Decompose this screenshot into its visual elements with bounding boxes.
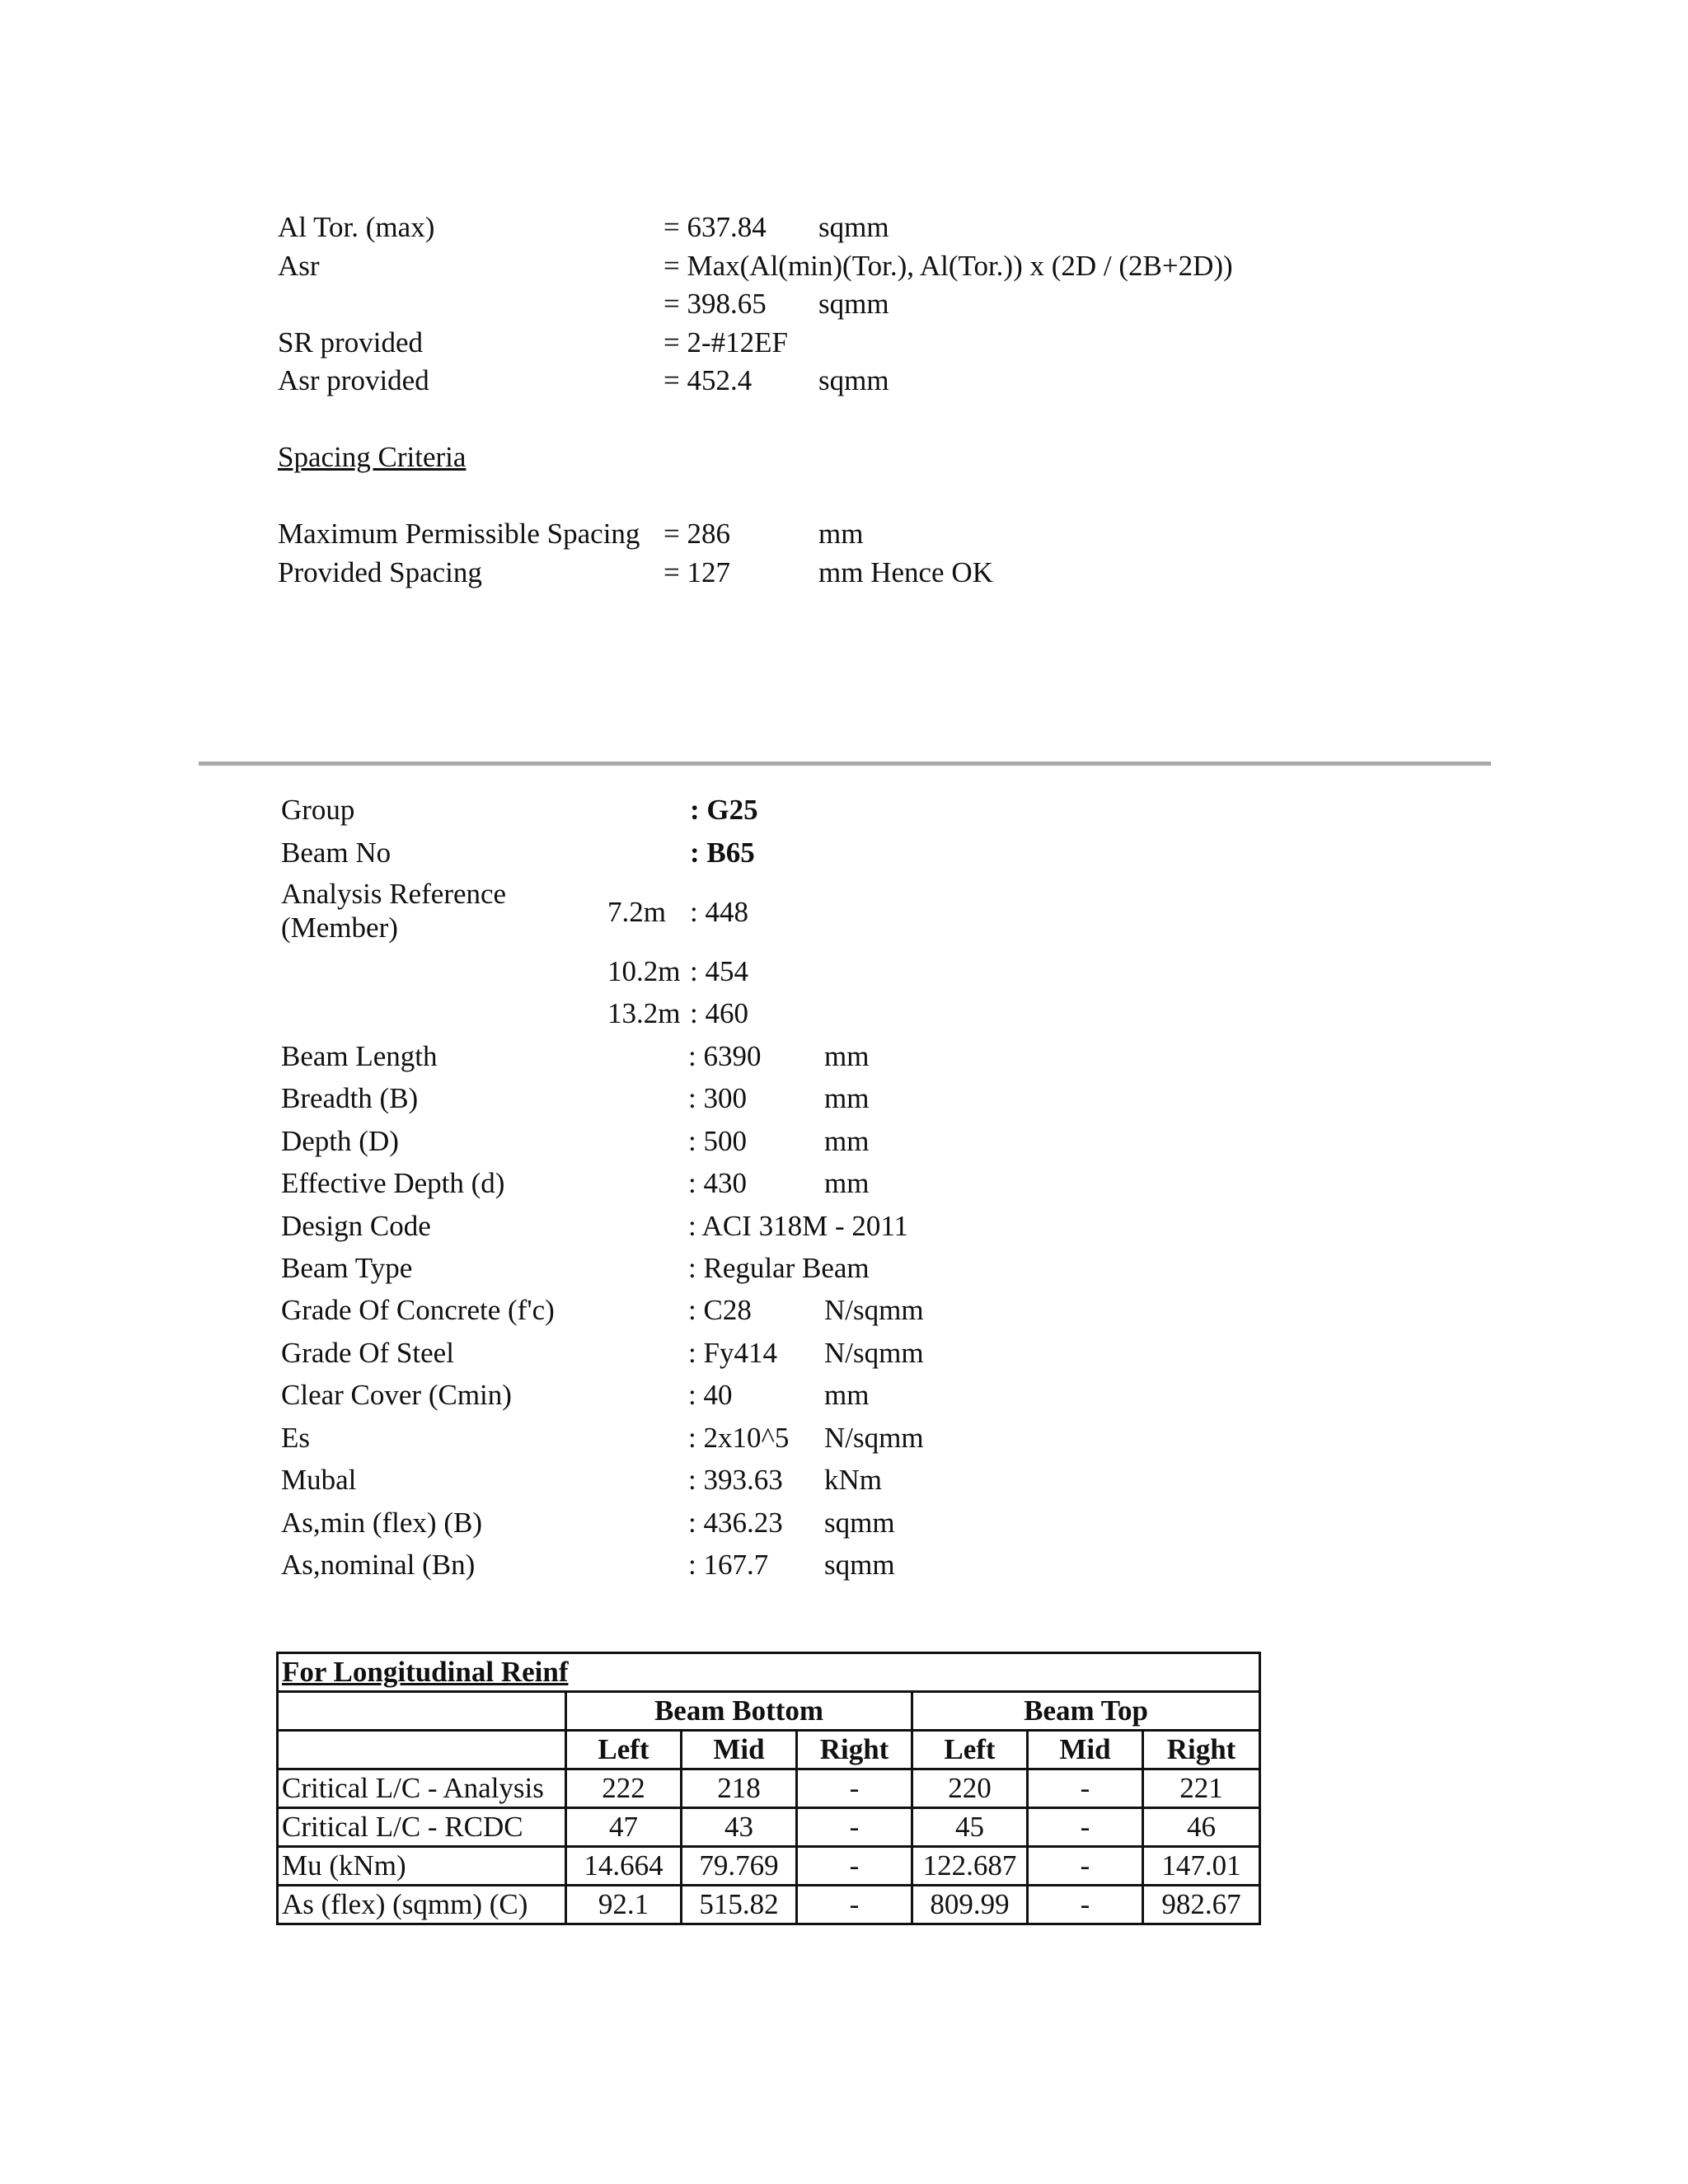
- sr-provided-label: SR provided: [278, 326, 423, 359]
- table-cell: 809.99: [912, 1886, 1028, 1924]
- max-spacing-unit: mm: [818, 518, 864, 550]
- asr-unit: sqmm: [818, 288, 889, 320]
- beam-no-value: : B65: [690, 837, 755, 869]
- table-cell: 45: [912, 1808, 1028, 1847]
- analysis-ref-value-1: : 448: [690, 896, 748, 928]
- prop-label: Design Code: [281, 1210, 431, 1242]
- prop-label: As,nominal (Bn): [281, 1549, 476, 1581]
- section-divider: [199, 762, 1491, 766]
- table-cell: 147.01: [1143, 1847, 1260, 1886]
- max-spacing-label: Maximum Permissible Spacing: [278, 518, 640, 550]
- al-tor-max-unit: sqmm: [818, 211, 889, 243]
- prop-unit: sqmm: [824, 1549, 895, 1581]
- prop-value: : Fy414: [688, 1337, 777, 1369]
- table-row: [278, 1808, 1260, 1847]
- table-row: [278, 1769, 1260, 1808]
- table-group-header-row: [278, 1692, 1260, 1731]
- beam-no-label: Beam No: [281, 837, 392, 869]
- table-row: [278, 1886, 1260, 1924]
- analysis-ref-label-2: (Member): [281, 912, 398, 944]
- prop-unit: mm: [824, 1167, 870, 1199]
- analysis-ref-label-1: Analysis Reference: [281, 878, 507, 910]
- prop-value: : 40: [688, 1379, 733, 1411]
- table-cell: 79.769: [682, 1847, 797, 1886]
- analysis-ref-level-1: 7.2m: [607, 896, 666, 928]
- prop-unit: N/sqmm: [824, 1294, 924, 1326]
- prop-label: Grade Of Steel: [281, 1337, 454, 1369]
- table-title: For Longitudinal Reinf: [278, 1653, 1260, 1692]
- prop-label: Es: [281, 1422, 310, 1454]
- table-cell: 982.67: [1143, 1886, 1260, 1924]
- table-cell: 92.1: [566, 1886, 682, 1924]
- prop-label: As,min (flex) (B): [281, 1507, 482, 1539]
- table-cell: 122.687: [912, 1847, 1028, 1886]
- prop-value: : 300: [688, 1082, 747, 1114]
- max-spacing-value: = 286: [663, 518, 730, 550]
- prop-value: : 6390: [688, 1040, 762, 1072]
- column-header: Mid: [1028, 1731, 1143, 1769]
- prop-label: Breadth (B): [281, 1082, 419, 1114]
- prop-label: Clear Cover (Cmin): [281, 1379, 512, 1411]
- group-label: Group: [281, 794, 355, 826]
- row-label: Critical L/C - RCDC: [278, 1808, 566, 1847]
- asr-formula: = Max(Al(min)(Tor.), Al(Tor.)) x (2D / (2B+2D)): [663, 250, 1233, 282]
- prop-label: Depth (D): [281, 1125, 399, 1157]
- prop-unit: mm: [824, 1379, 870, 1411]
- asr-provided-unit: sqmm: [818, 364, 889, 396]
- prop-label: Effective Depth (d): [281, 1167, 505, 1199]
- asr-value: = 398.65: [663, 288, 767, 320]
- prop-value: : 2x10^5: [688, 1422, 790, 1454]
- row-label: As (flex) (sqmm) (C): [278, 1886, 566, 1924]
- table-cell: 47: [566, 1808, 682, 1847]
- column-header: Mid: [682, 1731, 797, 1769]
- table-cell: 222: [566, 1769, 682, 1808]
- row-label: Critical L/C - Analysis: [278, 1769, 566, 1808]
- table-corner-cell: [278, 1731, 566, 1769]
- prop-value: : Regular Beam: [688, 1252, 870, 1284]
- table-cell: -: [1028, 1847, 1143, 1886]
- prop-unit: N/sqmm: [824, 1422, 924, 1454]
- prop-value: : ACI 318M - 2011: [688, 1210, 909, 1242]
- table-cell: -: [797, 1886, 912, 1924]
- table-cell: -: [797, 1769, 912, 1808]
- prop-label: Mubal: [281, 1464, 357, 1496]
- analysis-ref-level-3: 13.2m: [607, 997, 681, 1029]
- analysis-ref-value-3: : 460: [690, 997, 748, 1029]
- table-corner-cell: [278, 1692, 566, 1731]
- table-cell: 43: [682, 1808, 797, 1847]
- table-cell: 46: [1143, 1808, 1260, 1847]
- sr-provided-value: = 2-#12EF: [663, 326, 788, 359]
- provided-spacing-value: = 127: [663, 556, 730, 588]
- group-value: : G25: [690, 794, 758, 826]
- beam-top-header: Beam Top: [912, 1692, 1260, 1731]
- table-cell: -: [1028, 1769, 1143, 1808]
- prop-unit: mm: [824, 1082, 870, 1114]
- table-cell: 14.664: [566, 1847, 682, 1886]
- prop-unit: mm: [824, 1040, 870, 1072]
- beam-bottom-header: Beam Bottom: [566, 1692, 912, 1731]
- asr-provided-value: = 452.4: [663, 364, 753, 396]
- table-title-row: [278, 1653, 1260, 1692]
- prop-value: : 393.63: [688, 1464, 783, 1496]
- column-header: Right: [1143, 1731, 1260, 1769]
- analysis-ref-level-2: 10.2m: [607, 955, 681, 987]
- table-cell: 220: [912, 1769, 1028, 1808]
- table-cell: -: [1028, 1808, 1143, 1847]
- al-tor-max-value: = 637.84: [663, 211, 767, 243]
- prop-value: : 430: [688, 1167, 747, 1199]
- table-sub-header-row: [278, 1731, 1260, 1769]
- prop-unit: N/sqmm: [824, 1337, 924, 1369]
- table-cell: 221: [1143, 1769, 1260, 1808]
- prop-unit: kNm: [824, 1464, 882, 1496]
- prop-value: : C28: [688, 1294, 752, 1326]
- table-cell: 515.82: [682, 1886, 797, 1924]
- prop-value: : 500: [688, 1125, 747, 1157]
- column-header: Left: [566, 1731, 682, 1769]
- longitudinal-reinf-table: [276, 1652, 1261, 1925]
- asr-provided-label: Asr provided: [278, 364, 429, 396]
- table-cell: -: [1028, 1886, 1143, 1924]
- row-label: Mu (kNm): [278, 1847, 566, 1886]
- asr-label: Asr: [278, 250, 320, 282]
- table-row: [278, 1847, 1260, 1886]
- provided-spacing-unit: mm Hence OK: [818, 556, 993, 588]
- analysis-ref-value-2: : 454: [690, 955, 748, 987]
- prop-label: Grade Of Concrete (f'c): [281, 1294, 555, 1326]
- spacing-criteria-heading: Spacing Criteria: [278, 441, 467, 473]
- column-header: Left: [912, 1731, 1028, 1769]
- prop-value: : 167.7: [688, 1549, 769, 1581]
- table-cell: -: [797, 1808, 912, 1847]
- prop-label: Beam Type: [281, 1252, 413, 1284]
- prop-value: : 436.23: [688, 1507, 783, 1539]
- al-tor-max-label: Al Tor. (max): [278, 211, 435, 243]
- prop-unit: mm: [824, 1125, 870, 1157]
- table-cell: -: [797, 1847, 912, 1886]
- prop-unit: sqmm: [824, 1507, 895, 1539]
- provided-spacing-label: Provided Spacing: [278, 556, 482, 588]
- prop-label: Beam Length: [281, 1040, 438, 1072]
- table-cell: 218: [682, 1769, 797, 1808]
- column-header: Right: [797, 1731, 912, 1769]
